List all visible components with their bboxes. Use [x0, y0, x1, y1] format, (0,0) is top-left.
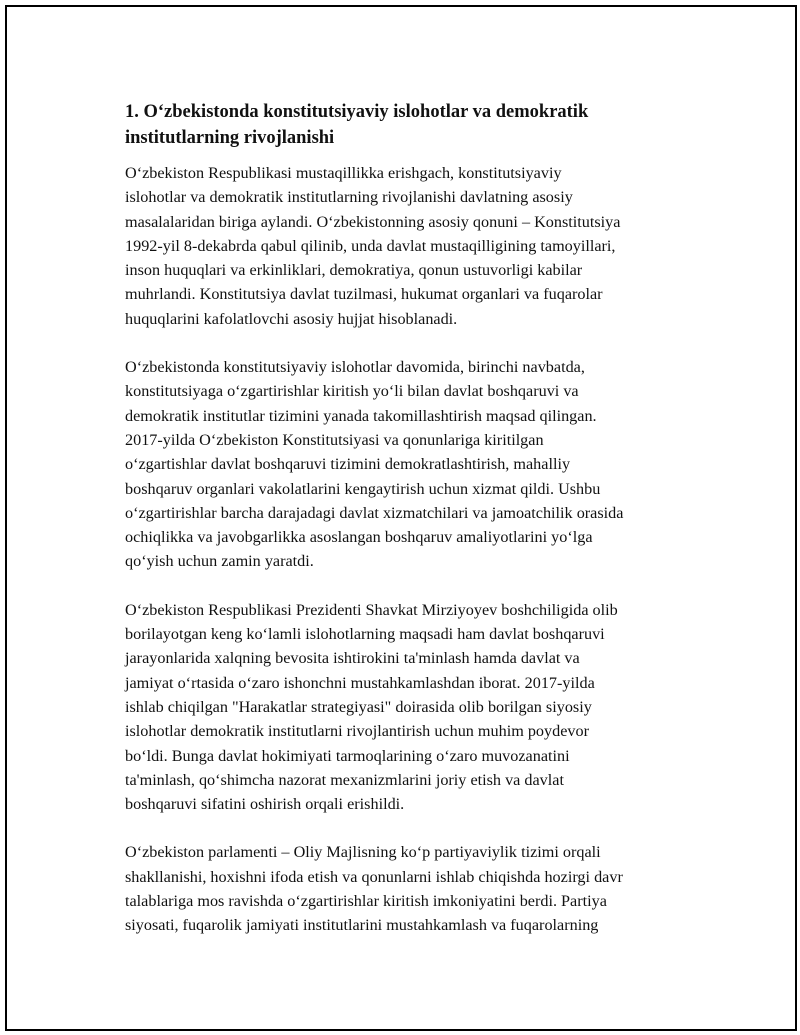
section-heading: 1. O‘zbekistonda konstitutsiyaviy islohotlar va demokratik institutlarning rivojlanishi	[125, 102, 589, 148]
paragraph-4: O‘zbekiston parlamenti – Oliy Majlisning ko‘p partiyaviylik tizimi orqali shakllanishi, hoxishni ifoda etish va qonunlarni ishlab chiqishda hozirgi davr talablariga mos ravishda o‘zgartirishlar kiritish imkoniyatini berdi. Partiya siyosati, fuqarolik jamiyati institutlarini mustahkamlash va fuqarolarning	[125, 843, 623, 935]
page-frame	[5, 5, 797, 1031]
paragraph-2: O‘zbekistonda konstitutsiyaviy islohotlar davomida, birinchi navbatda, konstitutsiyaga o‘zgartirishlar kiritish yo‘li bilan davlat boshqaruvi va demokratik institutlar tizimini yanada takomillashtirish maqsad qilingan. 2017-yilda O‘zbekiston Konstitutsiyasi va qonunlariga kiritilgan o‘zgartishlar davlat boshqaruvi tizimini demokratlashtirish, mahalliy boshqaruv organlari vakolatlarini kengaytirish uchun xizmat qildi. Ushbu o‘zgartirishlar barcha darajadagi davlat xizmatchilari va jamoatchilik orasida ochiqlikka va javobgarlikka asoslangan boshqaruv amaliyotlarini yo‘lga qo‘yish uchun zamin yaratdi.	[125, 358, 624, 571]
document-body	[125, 99, 705, 962]
paragraph-1: O‘zbekiston Respublikasi mustaqillikka erishgach, konstitutsiyaviy islohotlar va demokratik institutlarning rivojlanishi davlatning asosiy masalalaridan biriga aylandi. O‘zbekistonning asosiy qonuni – Konstitutsiya 1992-yil 8-dekabrda qabul qilinib, unda davlat mustaqilligining tamoyillari, inson huquqlari va erkinliklari, demokratiya, qonun ustuvorligi kabilar muhrlandi. Konstitutsiya davlat tuzilmasi, hukumat organlari va fuqarolar huquqlarini kafolatlovchi asosiy hujjat hisoblanadi.	[125, 164, 621, 328]
paragraph-3: O‘zbekiston Respublikasi Prezidenti Shavkat Mirziyoyev boshchiligida olib borilayotgan keng ko‘lamli islohotlarning maqsadi ham davlat boshqaruvi jarayonlarida xalqning bevosita ishtirokini ta'minlash hamda davlat va jamiyat o‘rtasida o‘zaro ishonchni mustahkamlashdan iborat. 2017-yilda ishlab chiqilgan "Harakatlar strategiyasi" doirasida olib borilgan siyosiy islohotlar demokratik institutlarni rivojlantirish uchun muhim poydevor bo‘ldi. Bunga davlat hokimiyati tarmoqlarining o‘zaro muvozanatini ta'minlash, qo‘shimcha nazorat mexanizmlarini joriy etish va davlat boshqaruvi sifatini oshirish orqali erishildi.	[125, 600, 618, 814]
